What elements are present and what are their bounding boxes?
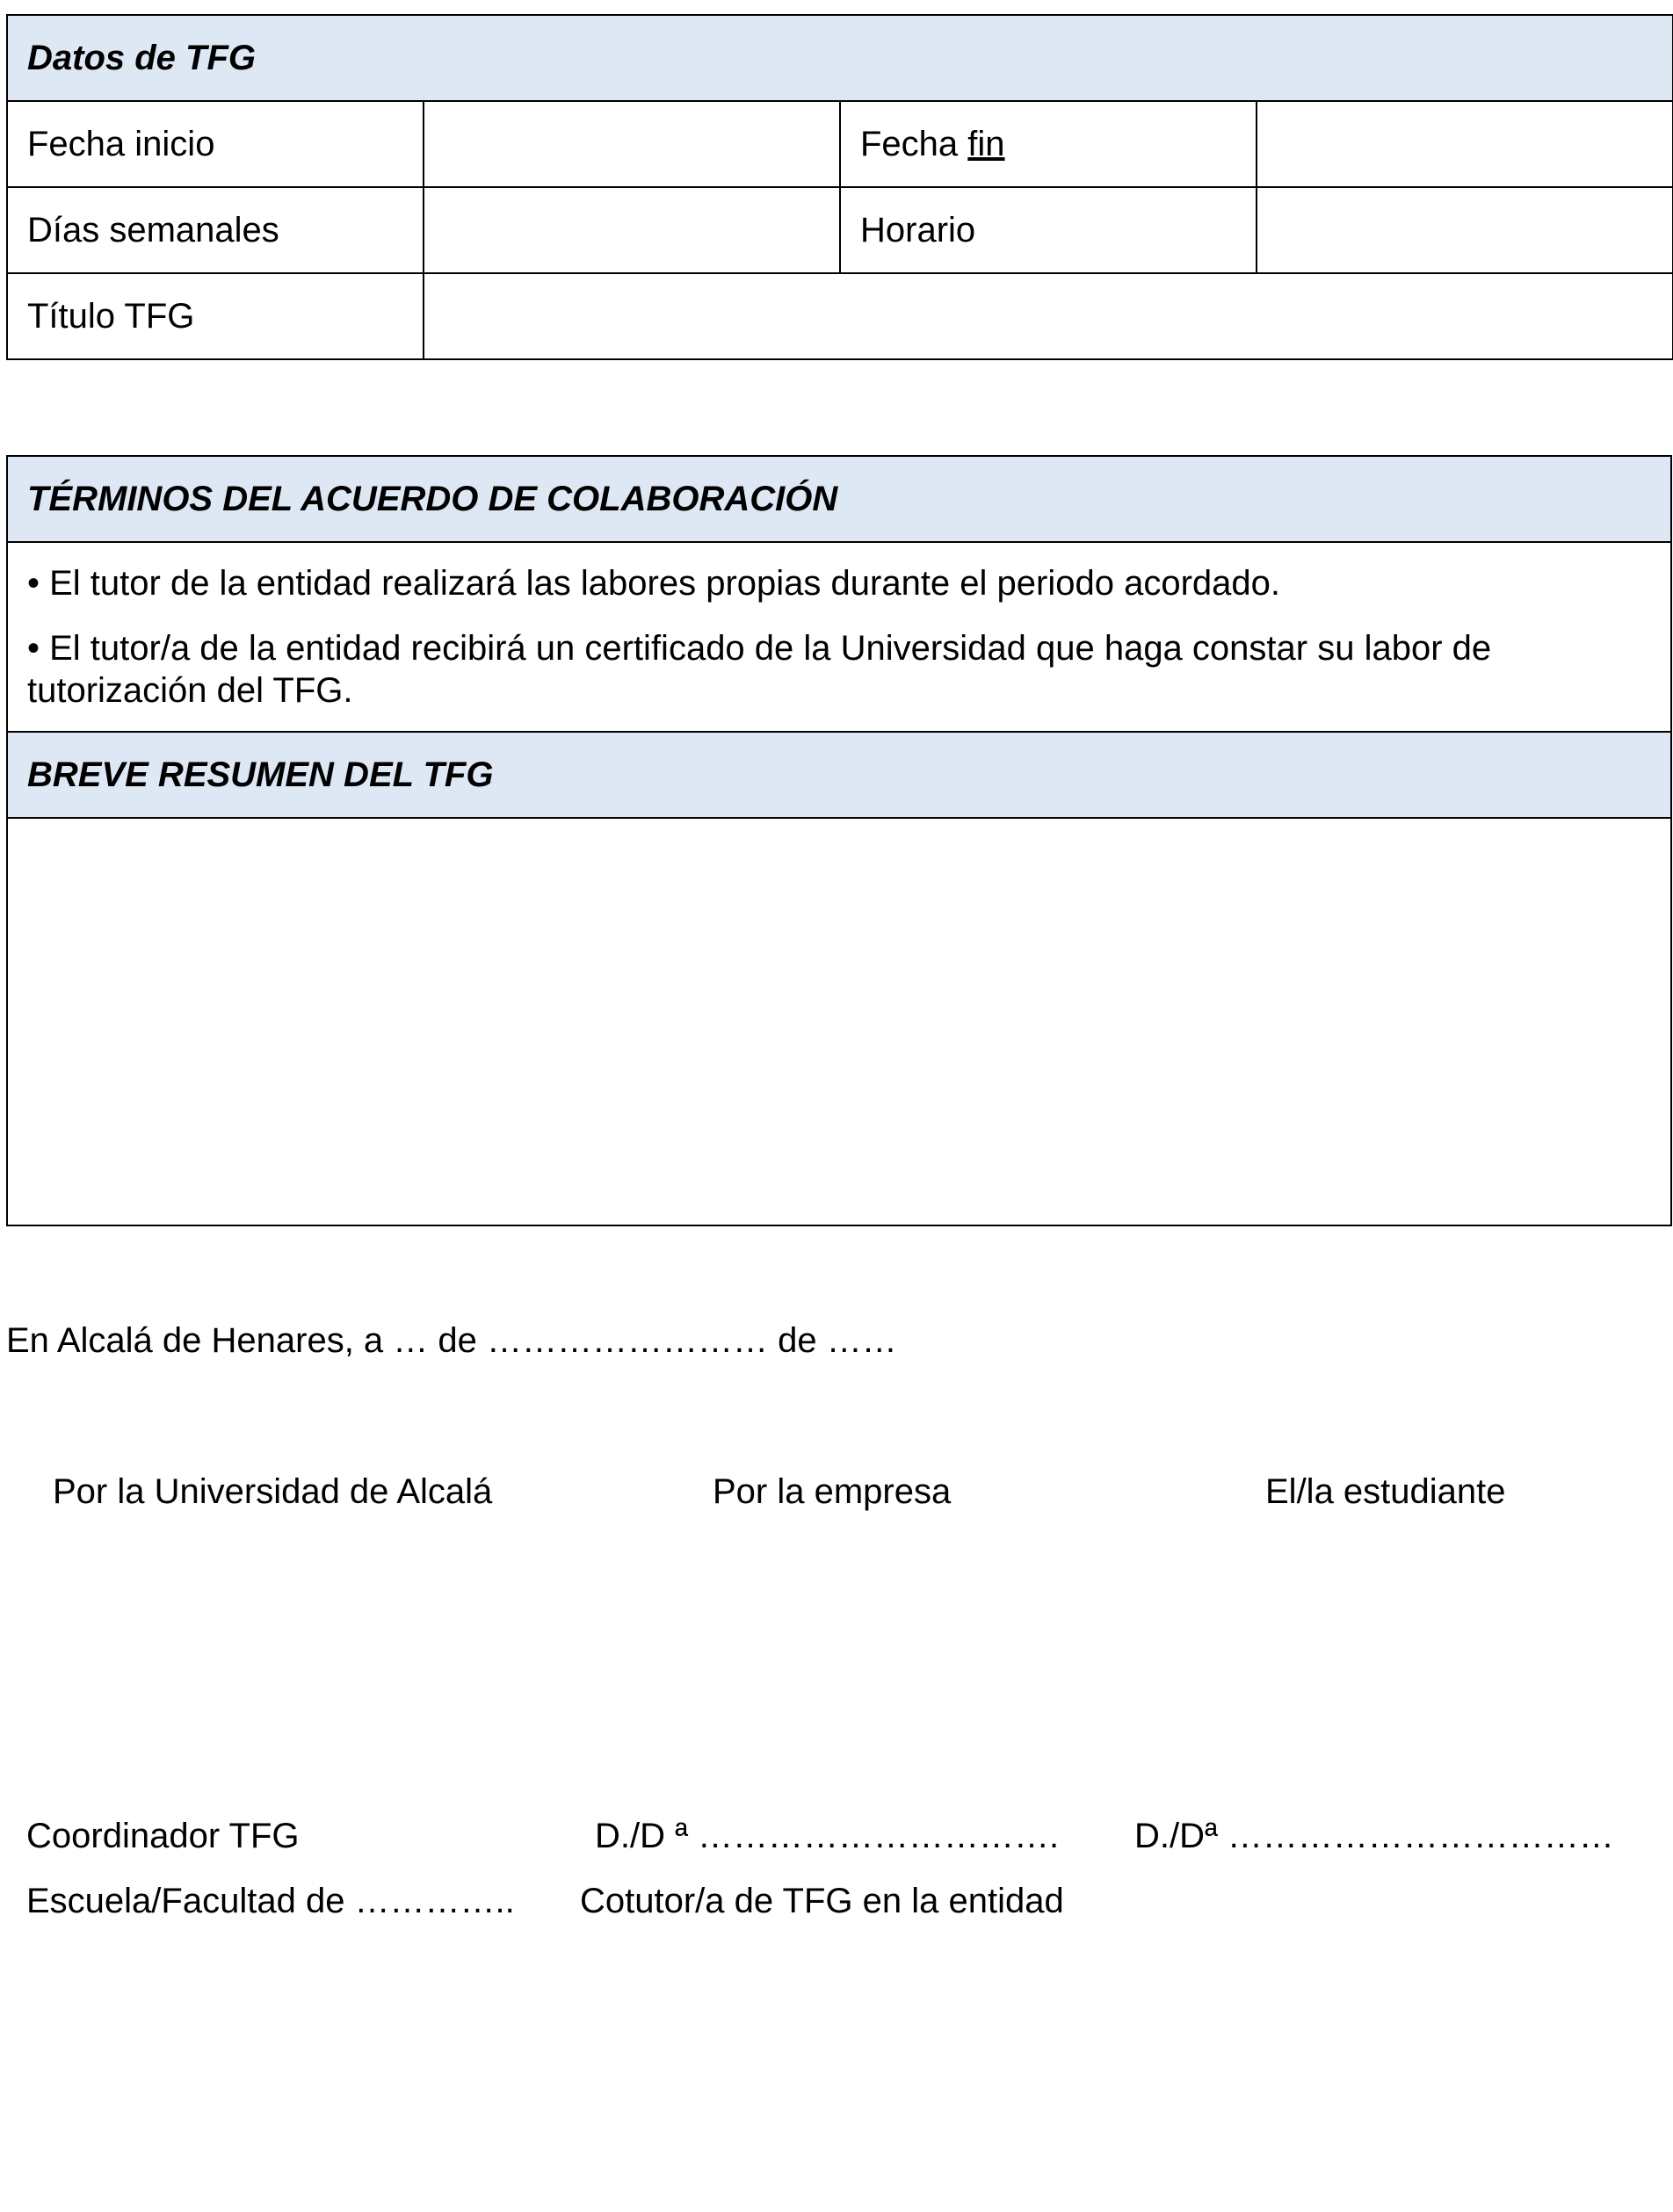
fecha-inicio-field[interactable] xyxy=(424,101,840,187)
fecha-fin-label-prefix: Fecha xyxy=(860,124,968,163)
titulo-tfg-label: Título TFG xyxy=(7,273,424,359)
fecha-fin-label-underlined: fin xyxy=(967,124,1005,163)
datos-tfg-header: Datos de TFG xyxy=(7,15,1673,101)
fecha-inicio-label: Fecha inicio xyxy=(7,101,424,187)
firma-empresa-label: Por la empresa xyxy=(713,1472,952,1511)
escuela-facultad-line: Escuela/Facultad de ………….. xyxy=(26,1882,515,1920)
coordinador-label: Coordinador TFG xyxy=(26,1817,300,1855)
fecha-fin-label xyxy=(840,101,1257,187)
terminos-table xyxy=(6,455,1672,1226)
terminos-item: • El tutor/a de la entidad recibirá un certificado de la Universidad que haga constar su labor de tutorización del TFG. xyxy=(27,629,1492,710)
horario-field[interactable] xyxy=(1257,187,1673,273)
dd-estudiante-line: D./Dª …………………………… xyxy=(1134,1817,1614,1855)
terminos-body xyxy=(7,542,1671,732)
resumen-header: BREVE RESUMEN DEL TFG xyxy=(7,732,1671,818)
cotutor-label: Cotutor/a de TFG en la entidad xyxy=(580,1882,1064,1920)
lugar-fecha-line: En Alcalá de Henares, a … de …………………… de …… xyxy=(6,1321,897,1360)
dias-semanales-label: Días semanales xyxy=(7,187,424,273)
fecha-fin-field[interactable] xyxy=(1257,101,1673,187)
titulo-tfg-field[interactable] xyxy=(424,273,1673,359)
datos-tfg-table xyxy=(6,14,1673,360)
resumen-field[interactable] xyxy=(7,818,1671,1225)
horario-label: Horario xyxy=(840,187,1257,273)
firma-estudiante-label: El/la estudiante xyxy=(1265,1472,1506,1511)
terminos-header: TÉRMINOS DEL ACUERDO DE COLABORACIÓN xyxy=(7,456,1671,542)
dd-empresa-line: D./D ª …………………………. xyxy=(595,1817,1060,1855)
dias-semanales-field[interactable] xyxy=(424,187,840,273)
terminos-item: • El tutor de la entidad realizará las labores propias durante el periodo acordado. xyxy=(27,564,1280,603)
firma-universidad-label: Por la Universidad de Alcalá xyxy=(53,1472,493,1511)
